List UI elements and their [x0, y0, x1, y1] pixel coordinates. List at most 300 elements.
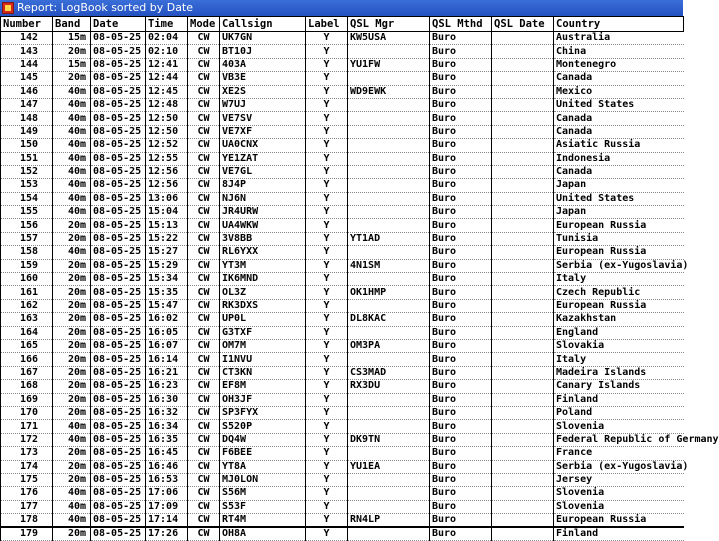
qsl-mgr-cell: [348, 219, 430, 232]
table-row[interactable]: [1, 406, 684, 419]
time-cell: 15:34: [146, 273, 188, 286]
qsl-date-cell: [492, 447, 554, 460]
band-cell: 20m: [53, 299, 91, 312]
callsign-cell: 8J4P: [220, 179, 306, 192]
date-cell: 08-05-25: [91, 32, 146, 45]
callsign-cell: I1NVU: [220, 353, 306, 366]
qsl-date-cell: [492, 139, 554, 152]
number-cell: 175: [1, 473, 53, 486]
number-cell: 151: [1, 152, 53, 165]
date-cell: 08-05-25: [91, 273, 146, 286]
qsl-mgr-cell: WD9EWK: [348, 85, 430, 98]
number-cell: 166: [1, 353, 53, 366]
callsign-cell: CT3KN: [220, 366, 306, 379]
table-row[interactable]: [1, 299, 684, 312]
qsl-mgr-cell: [348, 139, 430, 152]
table-row[interactable]: [1, 273, 684, 286]
mode-cell: CW: [188, 420, 220, 433]
band-cell: 40m: [53, 139, 91, 152]
qsl-date-cell: [492, 72, 554, 85]
callsign-cell: VE7SV: [220, 112, 306, 125]
time-cell: 16:05: [146, 326, 188, 339]
band-cell: 20m: [53, 313, 91, 326]
qsl-date-cell: [492, 339, 554, 352]
date-cell: 08-05-25: [91, 165, 146, 178]
label-cell: Y: [306, 527, 348, 541]
qsl-mgr-cell: [348, 246, 430, 259]
time-cell: 13:06: [146, 192, 188, 205]
mode-cell: CW: [188, 58, 220, 71]
callsign-cell: RK3DXS: [220, 299, 306, 312]
title-bar[interactable]: [0, 0, 683, 16]
qsl-date-cell: [492, 286, 554, 299]
date-cell: 08-05-25: [91, 139, 146, 152]
date-cell: 08-05-25: [91, 112, 146, 125]
date-cell: 08-05-25: [91, 393, 146, 406]
qsl-mgr-cell: [348, 45, 430, 58]
callsign-cell: YT8A: [220, 460, 306, 473]
label-cell: Y: [306, 286, 348, 299]
callsign-cell: 403A: [220, 58, 306, 71]
table-row[interactable]: [1, 500, 684, 513]
qsl-mgr-cell: [348, 98, 430, 111]
mode-cell: CW: [188, 514, 220, 528]
country-cell: European Russia: [554, 219, 684, 232]
qsl-mthd-cell: Buro: [430, 473, 492, 486]
callsign-cell: S56M: [220, 487, 306, 500]
date-cell: 08-05-25: [91, 500, 146, 513]
qsl-mthd-cell: Buro: [430, 219, 492, 232]
band-cell: 20m: [53, 447, 91, 460]
table-row[interactable]: [1, 259, 684, 272]
table-row[interactable]: [1, 125, 684, 138]
country-cell: France: [554, 447, 684, 460]
column-header-band[interactable]: Band: [53, 17, 91, 32]
time-cell: 15:35: [146, 286, 188, 299]
date-cell: 08-05-25: [91, 353, 146, 366]
table-row[interactable]: [1, 286, 684, 299]
mode-cell: CW: [188, 45, 220, 58]
date-cell: 08-05-25: [91, 447, 146, 460]
country-cell: Serbia (ex-Yugoslavia): [554, 460, 684, 473]
band-cell: 40m: [53, 192, 91, 205]
number-cell: 155: [1, 206, 53, 219]
date-cell: 08-05-25: [91, 380, 146, 393]
qsl-date-cell: [492, 165, 554, 178]
number-cell: 162: [1, 299, 53, 312]
qsl-mgr-cell: [348, 165, 430, 178]
mode-cell: CW: [188, 192, 220, 205]
label-cell: Y: [306, 246, 348, 259]
date-cell: 08-05-25: [91, 259, 146, 272]
label-cell: Y: [306, 72, 348, 85]
qsl-mthd-cell: Buro: [430, 85, 492, 98]
number-cell: 171: [1, 420, 53, 433]
number-cell: 153: [1, 179, 53, 192]
number-cell: 173: [1, 447, 53, 460]
column-header-time[interactable]: Time: [146, 17, 188, 32]
time-cell: 16:45: [146, 447, 188, 460]
label-cell: Y: [306, 460, 348, 473]
qsl-mthd-cell: Buro: [430, 273, 492, 286]
table-row[interactable]: [1, 152, 684, 165]
qsl-mthd-cell: Buro: [430, 72, 492, 85]
band-cell: 40m: [53, 112, 91, 125]
table-row[interactable]: [1, 487, 684, 500]
qsl-date-cell: [492, 500, 554, 513]
time-cell: 16:53: [146, 473, 188, 486]
country-cell: Finland: [554, 527, 684, 541]
label-cell: Y: [306, 393, 348, 406]
label-cell: Y: [306, 179, 348, 192]
time-cell: 16:21: [146, 366, 188, 379]
table-row[interactable]: [1, 112, 684, 125]
qsl-mthd-cell: Buro: [430, 326, 492, 339]
country-cell: European Russia: [554, 246, 684, 259]
table-row[interactable]: [1, 473, 684, 486]
qsl-date-cell: [492, 32, 554, 45]
qsl-mgr-cell: [348, 500, 430, 513]
mode-cell: CW: [188, 353, 220, 366]
time-cell: 16:35: [146, 433, 188, 446]
label-cell: Y: [306, 273, 348, 286]
table-row[interactable]: [1, 32, 684, 45]
qsl-mgr-cell: YU1FW: [348, 58, 430, 71]
qsl-date-cell: [492, 45, 554, 58]
qsl-date-cell: [492, 98, 554, 111]
callsign-cell: F6BEE: [220, 447, 306, 460]
country-cell: Asiatic Russia: [554, 139, 684, 152]
qsl-mthd-cell: Buro: [430, 45, 492, 58]
qsl-mthd-cell: Buro: [430, 406, 492, 419]
time-cell: 17:26: [146, 527, 188, 541]
column-header-qsl-mthd[interactable]: QSL Mthd: [430, 17, 492, 32]
mode-cell: CW: [188, 433, 220, 446]
callsign-cell: 3V8BB: [220, 232, 306, 245]
mode-cell: CW: [188, 219, 220, 232]
country-cell: Slovakia: [554, 339, 684, 352]
date-cell: 08-05-25: [91, 366, 146, 379]
table-row[interactable]: [1, 514, 684, 528]
band-cell: 15m: [53, 58, 91, 71]
logbook-table: [0, 16, 719, 541]
mode-cell: CW: [188, 112, 220, 125]
country-cell: European Russia: [554, 299, 684, 312]
mode-cell: CW: [188, 326, 220, 339]
qsl-mthd-cell: Buro: [430, 500, 492, 513]
number-cell: 160: [1, 273, 53, 286]
qsl-mgr-cell: [348, 447, 430, 460]
table-row[interactable]: [1, 232, 684, 245]
date-cell: 08-05-25: [91, 192, 146, 205]
label-cell: Y: [306, 259, 348, 272]
qsl-date-cell: [492, 313, 554, 326]
table-row[interactable]: [1, 313, 684, 326]
date-cell: 08-05-25: [91, 527, 146, 541]
time-cell: 12:50: [146, 112, 188, 125]
qsl-date-cell: [492, 259, 554, 272]
table-row[interactable]: [1, 139, 684, 152]
label-cell: Y: [306, 433, 348, 446]
country-cell: Canada: [554, 72, 684, 85]
label-cell: Y: [306, 219, 348, 232]
mode-cell: CW: [188, 447, 220, 460]
column-header-label[interactable]: Label: [306, 17, 348, 32]
number-cell: 158: [1, 246, 53, 259]
country-cell: Italy: [554, 273, 684, 286]
table-row[interactable]: [1, 447, 684, 460]
column-header-qsl-date[interactable]: QSL Date: [492, 17, 554, 32]
mode-cell: CW: [188, 393, 220, 406]
qsl-mthd-cell: Buro: [430, 420, 492, 433]
qsl-mthd-cell: Buro: [430, 179, 492, 192]
table-row[interactable]: [1, 72, 684, 85]
date-cell: 08-05-25: [91, 460, 146, 473]
qsl-mgr-cell: [348, 406, 430, 419]
qsl-date-cell: [492, 527, 554, 541]
column-header-mode[interactable]: Mode: [188, 17, 220, 32]
country-cell: Japan: [554, 206, 684, 219]
number-cell: 163: [1, 313, 53, 326]
label-cell: Y: [306, 152, 348, 165]
country-cell: Indonesia: [554, 152, 684, 165]
label-cell: Y: [306, 125, 348, 138]
qsl-date-cell: [492, 460, 554, 473]
table-row[interactable]: [1, 165, 684, 178]
mode-cell: CW: [188, 125, 220, 138]
band-cell: 20m: [53, 45, 91, 58]
band-cell: 40m: [53, 165, 91, 178]
qsl-mgr-cell: [348, 393, 430, 406]
label-cell: Y: [306, 98, 348, 111]
mode-cell: CW: [188, 299, 220, 312]
label-cell: Y: [306, 406, 348, 419]
date-cell: 08-05-25: [91, 406, 146, 419]
label-cell: Y: [306, 339, 348, 352]
date-cell: 08-05-25: [91, 58, 146, 71]
table-row[interactable]: [1, 179, 684, 192]
logbook-rows: [1, 32, 719, 541]
mode-cell: CW: [188, 366, 220, 379]
country-cell: Federal Republic of Germany: [554, 433, 684, 446]
band-cell: 40m: [53, 433, 91, 446]
number-cell: 169: [1, 393, 53, 406]
number-cell: 152: [1, 165, 53, 178]
qsl-date-cell: [492, 192, 554, 205]
qsl-date-cell: [492, 380, 554, 393]
time-cell: 12:52: [146, 139, 188, 152]
time-cell: 16:30: [146, 393, 188, 406]
time-cell: 15:29: [146, 259, 188, 272]
country-cell: Slovenia: [554, 487, 684, 500]
number-cell: 143: [1, 45, 53, 58]
qsl-date-cell: [492, 273, 554, 286]
band-cell: 20m: [53, 380, 91, 393]
number-cell: 178: [1, 514, 53, 528]
mode-cell: CW: [188, 246, 220, 259]
app-icon: [2, 2, 14, 14]
time-cell: 12:55: [146, 152, 188, 165]
callsign-cell: VB3E: [220, 72, 306, 85]
label-cell: Y: [306, 58, 348, 71]
number-cell: 159: [1, 259, 53, 272]
band-cell: 20m: [53, 366, 91, 379]
mode-cell: CW: [188, 286, 220, 299]
table-row[interactable]: [1, 393, 684, 406]
country-cell: Poland: [554, 406, 684, 419]
time-cell: 16:46: [146, 460, 188, 473]
table-row[interactable]: [1, 219, 684, 232]
table-row[interactable]: [1, 420, 684, 433]
date-cell: 08-05-25: [91, 45, 146, 58]
qsl-date-cell: [492, 393, 554, 406]
time-cell: 17:14: [146, 514, 188, 528]
qsl-date-cell: [492, 179, 554, 192]
table-row[interactable]: [1, 246, 684, 259]
table-row[interactable]: [1, 433, 684, 446]
band-cell: 20m: [53, 393, 91, 406]
table-row[interactable]: [1, 206, 684, 219]
callsign-cell: EF8M: [220, 380, 306, 393]
country-cell: Japan: [554, 179, 684, 192]
table-row[interactable]: [1, 85, 684, 98]
band-cell: 40m: [53, 152, 91, 165]
mode-cell: CW: [188, 98, 220, 111]
mode-cell: CW: [188, 259, 220, 272]
time-cell: 12:41: [146, 58, 188, 71]
country-cell: United States: [554, 98, 684, 111]
label-cell: Y: [306, 326, 348, 339]
number-cell: 176: [1, 487, 53, 500]
label-cell: Y: [306, 313, 348, 326]
date-cell: 08-05-25: [91, 246, 146, 259]
qsl-date-cell: [492, 326, 554, 339]
country-cell: Serbia (ex-Yugoslavia): [554, 259, 684, 272]
callsign-cell: DQ4W: [220, 433, 306, 446]
table-row[interactable]: [1, 380, 684, 393]
date-cell: 08-05-25: [91, 98, 146, 111]
qsl-mthd-cell: Buro: [430, 125, 492, 138]
qsl-mthd-cell: Buro: [430, 98, 492, 111]
qsl-mgr-cell: [348, 353, 430, 366]
qsl-mthd-cell: Buro: [430, 165, 492, 178]
number-cell: 149: [1, 125, 53, 138]
country-cell: England: [554, 326, 684, 339]
number-cell: 161: [1, 286, 53, 299]
band-cell: 40m: [53, 514, 91, 528]
table-row[interactable]: [1, 192, 684, 205]
qsl-mthd-cell: Buro: [430, 313, 492, 326]
label-cell: Y: [306, 473, 348, 486]
number-cell: 172: [1, 433, 53, 446]
qsl-mgr-cell: OK1HMP: [348, 286, 430, 299]
label-cell: Y: [306, 232, 348, 245]
number-cell: 157: [1, 232, 53, 245]
mode-cell: CW: [188, 406, 220, 419]
number-cell: 179: [1, 527, 53, 541]
table-row[interactable]: [1, 366, 684, 379]
table-row[interactable]: [1, 339, 684, 352]
column-header-number[interactable]: Number: [1, 17, 53, 32]
column-header-callsign[interactable]: Callsign: [220, 17, 306, 32]
number-cell: 156: [1, 219, 53, 232]
number-cell: 144: [1, 58, 53, 71]
qsl-mgr-cell: YU1EA: [348, 460, 430, 473]
time-cell: 12:48: [146, 98, 188, 111]
time-cell: 12:56: [146, 165, 188, 178]
table-row[interactable]: [1, 58, 684, 71]
qsl-mgr-cell: [348, 299, 430, 312]
band-cell: 40m: [53, 125, 91, 138]
date-cell: 08-05-25: [91, 286, 146, 299]
label-cell: Y: [306, 32, 348, 45]
country-cell: Canary Islands: [554, 380, 684, 393]
country-cell: Canada: [554, 165, 684, 178]
qsl-date-cell: [492, 353, 554, 366]
callsign-cell: VE7GL: [220, 165, 306, 178]
date-cell: 08-05-25: [91, 313, 146, 326]
qsl-date-cell: [492, 206, 554, 219]
table-row[interactable]: [1, 353, 684, 366]
label-cell: Y: [306, 112, 348, 125]
band-cell: 20m: [53, 72, 91, 85]
label-cell: Y: [306, 139, 348, 152]
table-row[interactable]: [1, 326, 684, 339]
qsl-mthd-cell: Buro: [430, 246, 492, 259]
callsign-cell: XE2S: [220, 85, 306, 98]
band-cell: 20m: [53, 326, 91, 339]
label-cell: Y: [306, 353, 348, 366]
qsl-mthd-cell: Buro: [430, 487, 492, 500]
mode-cell: CW: [188, 339, 220, 352]
table-row[interactable]: [1, 98, 684, 111]
column-header-qsl-mgr[interactable]: QSL Mgr: [348, 17, 430, 32]
callsign-cell: BT10J: [220, 45, 306, 58]
callsign-cell: OM7M: [220, 339, 306, 352]
column-header-country[interactable]: Country: [554, 17, 684, 32]
number-cell: 177: [1, 500, 53, 513]
country-cell: Australia: [554, 32, 684, 45]
band-cell: 40m: [53, 500, 91, 513]
qsl-mgr-cell: RN4LP: [348, 514, 430, 528]
column-header-date[interactable]: Date: [91, 17, 146, 32]
table-row[interactable]: [1, 45, 684, 58]
band-cell: 20m: [53, 527, 91, 541]
date-cell: 08-05-25: [91, 72, 146, 85]
table-row[interactable]: [1, 527, 684, 541]
number-cell: 142: [1, 32, 53, 45]
qsl-mthd-cell: Buro: [430, 259, 492, 272]
number-cell: 150: [1, 139, 53, 152]
time-cell: 17:09: [146, 500, 188, 513]
date-cell: 08-05-25: [91, 473, 146, 486]
number-cell: 154: [1, 192, 53, 205]
qsl-mgr-cell: [348, 206, 430, 219]
label-cell: Y: [306, 206, 348, 219]
country-cell: European Russia: [554, 514, 684, 528]
time-cell: 15:04: [146, 206, 188, 219]
date-cell: 08-05-25: [91, 206, 146, 219]
band-cell: 40m: [53, 206, 91, 219]
qsl-mthd-cell: Buro: [430, 192, 492, 205]
time-cell: 16:02: [146, 313, 188, 326]
country-cell: United States: [554, 192, 684, 205]
qsl-mthd-cell: Buro: [430, 286, 492, 299]
qsl-date-cell: [492, 406, 554, 419]
table-row[interactable]: [1, 460, 684, 473]
country-cell: Finland: [554, 393, 684, 406]
qsl-date-cell: [492, 366, 554, 379]
